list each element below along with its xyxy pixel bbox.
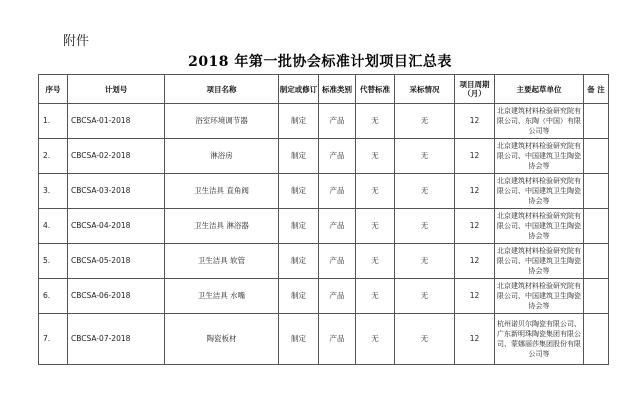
cell-type: 制定 xyxy=(279,209,319,244)
cell-category: 产品 xyxy=(319,104,356,139)
cell-category: 产品 xyxy=(319,174,356,209)
cell-unit: 北京建筑材料检验研究院有限公司、中国建筑卫生陶瓷协会等 xyxy=(495,279,584,314)
cell-note xyxy=(584,139,609,174)
cell-period: 12 xyxy=(455,314,495,365)
table-row xyxy=(39,174,609,209)
cell-name: 卫生洁具 水嘴 xyxy=(165,279,279,314)
cell-period: 12 xyxy=(455,279,495,314)
cell-no: 6. xyxy=(39,279,68,314)
cell-adopt: 无 xyxy=(395,139,455,174)
cell-replace: 无 xyxy=(356,279,395,314)
cell-type: 制定 xyxy=(279,244,319,279)
cell-period: 12 xyxy=(455,244,495,279)
cell-replace: 无 xyxy=(356,174,395,209)
header-code: 计划号 xyxy=(68,75,165,104)
cell-note xyxy=(584,209,609,244)
cell-code: CBCSA-07-2018 xyxy=(68,314,165,365)
cell-replace: 无 xyxy=(356,314,395,365)
cell-period: 12 xyxy=(455,209,495,244)
table-row xyxy=(39,279,609,314)
cell-adopt: 无 xyxy=(395,209,455,244)
header-type: 制定或修订 xyxy=(279,75,319,104)
cell-adopt: 无 xyxy=(395,244,455,279)
table-row xyxy=(39,244,609,279)
header-adopt: 采标情况 xyxy=(395,75,455,104)
cell-note xyxy=(584,104,609,139)
cell-name: 卫生洁具 软管 xyxy=(165,244,279,279)
cell-adopt: 无 xyxy=(395,314,455,365)
cell-unit: 北京建筑材料检验研究院有限公司、中国建筑卫生陶瓷协会等 xyxy=(495,174,584,209)
cell-adopt: 无 xyxy=(395,104,455,139)
cell-no: 3. xyxy=(39,174,68,209)
cell-replace: 无 xyxy=(356,139,395,174)
cell-category: 产品 xyxy=(319,209,356,244)
cell-name: 淋浴房 xyxy=(165,139,279,174)
header-name: 项目名称 xyxy=(165,75,279,104)
cell-unit: 杭州诺贝尔陶瓷有限公司、广东新明珠陶瓷集团有限公司、蒙娜丽莎集团股份有限公司等 xyxy=(495,314,584,365)
cell-type: 制定 xyxy=(279,174,319,209)
cell-period: 12 xyxy=(455,174,495,209)
cell-name: 陶瓷板材 xyxy=(165,314,279,365)
cell-category: 产品 xyxy=(319,244,356,279)
header-period: 项目周期（月） xyxy=(455,75,495,104)
table-row xyxy=(39,314,609,365)
cell-unit: 北京建筑材料检验研究院有限公司、中国建筑卫生陶瓷协会等 xyxy=(495,244,584,279)
cell-replace: 无 xyxy=(356,244,395,279)
table-header-row xyxy=(39,75,609,104)
cell-unit: 北京建筑材料检验研究院有限公司、中国建筑卫生陶瓷协会等 xyxy=(495,139,584,174)
cell-note xyxy=(584,279,609,314)
cell-replace: 无 xyxy=(356,209,395,244)
header-category: 标准类别 xyxy=(319,75,356,104)
attachment-label: 附件 xyxy=(63,34,90,49)
cell-type: 制定 xyxy=(279,139,319,174)
cell-no: 4. xyxy=(39,209,68,244)
cell-name: 卫生洁具 淋浴器 xyxy=(165,209,279,244)
cell-replace: 无 xyxy=(356,104,395,139)
cell-no: 1. xyxy=(39,104,68,139)
cell-category: 产品 xyxy=(319,279,356,314)
table-row xyxy=(39,139,609,174)
cell-period: 12 xyxy=(455,104,495,139)
cell-category: 产品 xyxy=(319,139,356,174)
cell-no: 2. xyxy=(39,139,68,174)
cell-unit: 北京建筑材料检验研究院有限公司、东陶（中国）有限公司等 xyxy=(495,104,584,139)
page-title: 2018 年第一批协会标准计划项目汇总表 xyxy=(188,54,452,70)
cell-note xyxy=(584,244,609,279)
cell-note xyxy=(584,174,609,209)
cell-no: 5. xyxy=(39,244,68,279)
header-no: 序号 xyxy=(39,75,68,104)
cell-type: 制定 xyxy=(279,314,319,365)
cell-code: CBCSA-01-2018 xyxy=(68,104,165,139)
cell-adopt: 无 xyxy=(395,279,455,314)
cell-name: 浴室环境调节器 xyxy=(165,104,279,139)
cell-note xyxy=(584,314,609,365)
cell-type: 制定 xyxy=(279,104,319,139)
standards-plan-table xyxy=(38,74,609,365)
header-replace: 代替标准 xyxy=(356,75,395,104)
table-row xyxy=(39,209,609,244)
cell-adopt: 无 xyxy=(395,174,455,209)
cell-unit: 北京建筑材料检验研究院有限公司、中国建筑卫生陶瓷协会等 xyxy=(495,209,584,244)
cell-period: 12 xyxy=(455,139,495,174)
cell-code: CBCSA-03-2018 xyxy=(68,174,165,209)
header-unit: 主要起草单位 xyxy=(495,75,584,104)
cell-code: CBCSA-06-2018 xyxy=(68,279,165,314)
cell-code: CBCSA-05-2018 xyxy=(68,244,165,279)
cell-code: CBCSA-04-2018 xyxy=(68,209,165,244)
cell-category: 产品 xyxy=(319,314,356,365)
cell-name: 卫生洁具 直角阀 xyxy=(165,174,279,209)
header-note: 备 注 xyxy=(584,75,609,104)
cell-no: 7. xyxy=(39,314,68,365)
cell-code: CBCSA-02-2018 xyxy=(68,139,165,174)
cell-type: 制定 xyxy=(279,279,319,314)
table-row xyxy=(39,104,609,139)
